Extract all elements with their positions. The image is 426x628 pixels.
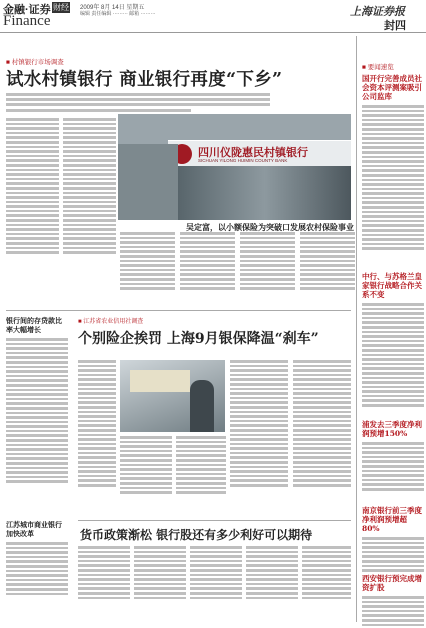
middle-column-2 xyxy=(120,436,172,496)
bottom-column-2 xyxy=(134,546,186,601)
left-story-title: 江苏城市商业银行加快改革 xyxy=(6,520,62,538)
photo-storefront xyxy=(178,166,351,220)
bank-sign-en: SICHUAN YILONG HUIMIN COUNTY BANK xyxy=(198,158,288,163)
bottom-column-4 xyxy=(246,546,298,601)
left-story-body xyxy=(6,542,68,595)
sidebar-item[interactable] xyxy=(362,420,424,493)
section-title-en: Finance xyxy=(3,13,51,29)
edition-badge xyxy=(52,2,70,13)
lead-column-4 xyxy=(180,232,235,292)
masthead: 上海证券报 xyxy=(350,5,405,18)
photo-left-wall xyxy=(118,144,178,220)
sidebar-item-body xyxy=(362,537,424,572)
sidebar-item-title: 中行、与苏格兰皇家银行战略合作关系不变 xyxy=(362,272,422,299)
editors-line: 编辑 责任编辑 ········· 邮箱 ········· xyxy=(80,11,156,17)
sidebar-item[interactable] xyxy=(362,506,424,574)
lead-column-3 xyxy=(120,232,175,292)
sidebar-item-body xyxy=(362,442,424,491)
middle-column-1 xyxy=(78,360,116,489)
middle-photo xyxy=(120,360,225,432)
sidebar-item[interactable] xyxy=(362,574,424,628)
lead-headline: 试水村镇银行 商业银行再度“下乡” xyxy=(6,70,283,90)
middle-headline: 个别险企挨罚 上海9月银保降温“刹车” xyxy=(78,331,319,347)
section-header xyxy=(0,0,426,32)
bank-sign-text: 四川仪陇惠民村镇银行 xyxy=(198,146,308,159)
left-story[interactable] xyxy=(6,520,68,597)
bottom-divider xyxy=(78,520,351,521)
bottom-column-5 xyxy=(302,546,351,601)
lead-column-6 xyxy=(300,232,355,292)
middle-column-4 xyxy=(230,360,288,489)
header-rule xyxy=(0,32,426,33)
lead-column-5 xyxy=(240,232,295,292)
sidebar-item-body xyxy=(362,303,424,407)
bottom-column-1 xyxy=(78,546,130,601)
sidebar-item[interactable] xyxy=(362,74,424,252)
middle-kicker: ■ 江苏省农业信用社调查 xyxy=(78,319,144,325)
bottom-headline: 货币政策渐松 银行股还有多少利好可以期待 xyxy=(80,528,313,542)
date-line: 2009年 8月 14日 星期五 xyxy=(80,5,145,11)
middle-column-3 xyxy=(176,436,226,496)
sidebar-item-title: 国开行完善成员社会资本评测案吸引公司监库 xyxy=(362,74,422,101)
sidebar-item-title: 浦发去三季度净利润预增150% xyxy=(362,420,422,438)
lead-column-2 xyxy=(63,118,116,256)
section-title-cn: 金融·证券 xyxy=(3,4,51,16)
sidebar-item-title: 西安银行预完成增资扩股 xyxy=(362,574,422,592)
sidebar-item-title: 南京银行前三季度净利润预增超80% xyxy=(362,506,422,533)
sidebar-divider xyxy=(356,36,357,622)
bottom-column-3 xyxy=(190,546,242,601)
lead-column-1 xyxy=(6,118,59,256)
sidebar-item-body xyxy=(362,105,424,250)
lead-intro xyxy=(6,93,270,114)
page-label: 封四 xyxy=(384,19,406,32)
photo-person xyxy=(190,380,214,432)
lead-kicker: ■ 村镇银行市场调查 xyxy=(6,59,64,66)
story-divider xyxy=(6,310,351,311)
lead-photo-caption: 吴定富，以小额保险为突破口发展农村保险事业 xyxy=(186,222,354,232)
lead-photo xyxy=(118,114,351,220)
sidebar-item[interactable] xyxy=(362,272,424,409)
left-story[interactable] xyxy=(6,316,68,485)
sidebar-header: ■ 要闻速览 xyxy=(362,64,394,71)
left-story-title: 银行间的存贷款比率大幅增长 xyxy=(6,316,62,334)
edition-label: 财经 xyxy=(53,3,69,12)
bank-sign xyxy=(168,140,351,167)
photo-banner xyxy=(130,370,190,392)
left-story-body xyxy=(6,338,68,483)
middle-column-5 xyxy=(293,360,351,489)
